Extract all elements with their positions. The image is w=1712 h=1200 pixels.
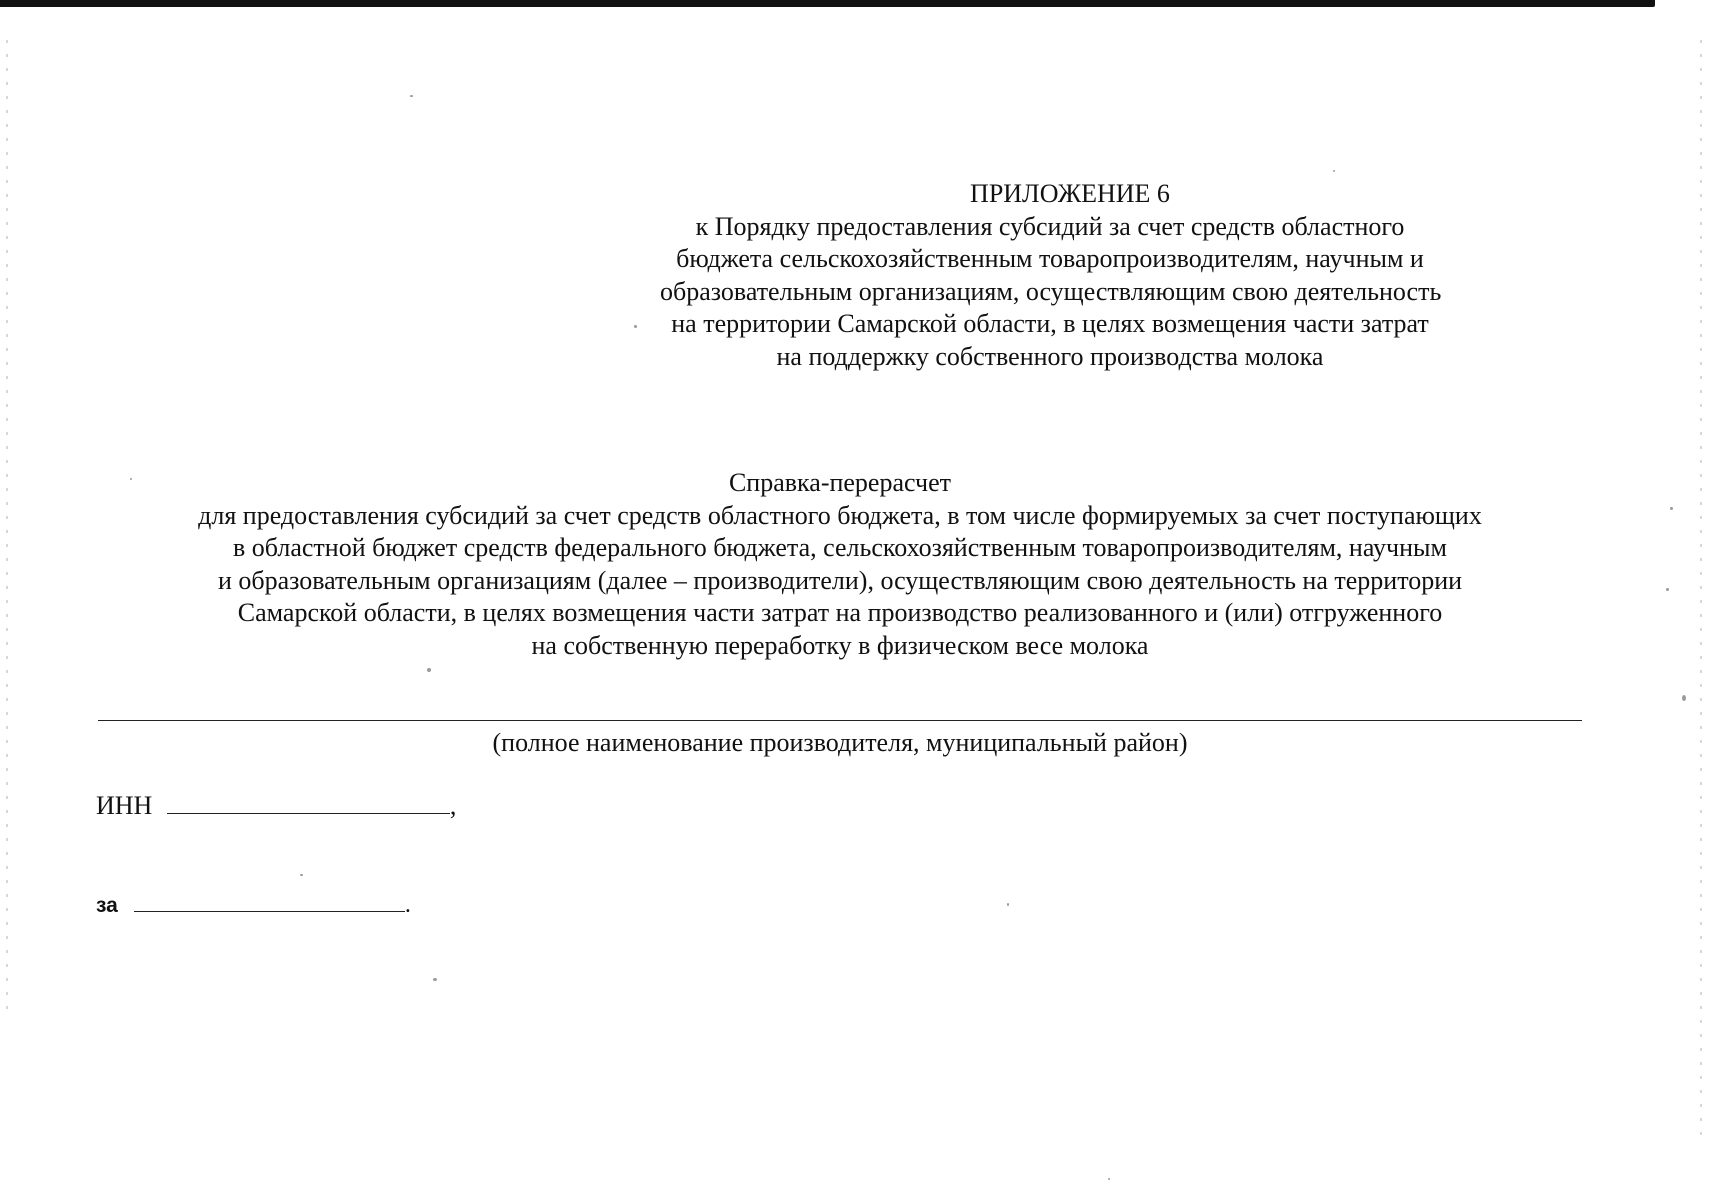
scan-speck	[410, 95, 413, 97]
period-label: за	[96, 894, 118, 917]
scan-speck	[1333, 170, 1335, 172]
producer-name-field[interactable]	[98, 720, 1582, 721]
top-edge-rule	[0, 0, 1655, 7]
document-subtitle-line: и образовательным организациям (далее – производители), осуществляющим свою деятельность на территории	[217, 565, 1463, 595]
appendix-line: образовательным организациям, осуществляющим свою деятельность	[660, 276, 1442, 306]
appendix-line: к Порядку предоставления субсидий за счет средств областного	[695, 211, 1405, 241]
inn-suffix: ,	[449, 791, 457, 820]
appendix-line: на поддержку собственного производства молока	[776, 341, 1324, 371]
scan-speck	[1108, 1178, 1110, 1180]
document-subtitle-line: для предоставления субсидий за счет средств областного бюджета, в том числе формируемых за счет поступающих	[198, 500, 1482, 530]
scan-speck	[427, 668, 431, 672]
document-title-block	[100, 467, 1580, 662]
inn-row	[96, 789, 456, 823]
document-subtitle-line: в областной бюджет средств федерального бюджета, сельскохозяйственным товаропроизводителям, научным	[233, 533, 1447, 562]
scan-edge-noise	[6, 40, 8, 1020]
document-subtitle-line: на собственную переработку в физическом весе молока	[531, 630, 1149, 660]
period-suffix: .	[404, 892, 411, 918]
scan-edge-noise	[1700, 40, 1702, 1140]
document-title: Справка-перерасчет	[728, 468, 952, 497]
scan-speck	[1666, 588, 1669, 591]
scan-speck	[433, 978, 437, 981]
scan-speck	[1682, 695, 1686, 701]
producer-name-caption: (полное наименование производителя, муниципальный район)	[492, 728, 1188, 757]
appendix-line: бюджета сельскохозяйственным товаропроизводителям, научным и	[676, 244, 1424, 273]
scan-speck	[1670, 507, 1673, 510]
appendix-line: на территории Самарской области, в целях возмещения части затрат	[671, 309, 1429, 338]
inn-label: ИНН	[96, 791, 153, 820]
scan-speck	[634, 325, 637, 328]
document-subtitle-line: Самарской области, в целях возмещения части затрат на производство реализованного и (или) отгруженного	[237, 598, 1443, 627]
period-field[interactable]	[134, 889, 405, 912]
scan-speck	[1007, 903, 1009, 906]
inn-field[interactable]	[167, 791, 450, 814]
period-row	[96, 888, 411, 923]
appendix-header	[660, 178, 1440, 373]
scan-speck	[130, 478, 132, 480]
scan-speck	[300, 874, 303, 876]
appendix-heading: ПРИЛОЖЕНИЕ 6	[970, 179, 1170, 208]
